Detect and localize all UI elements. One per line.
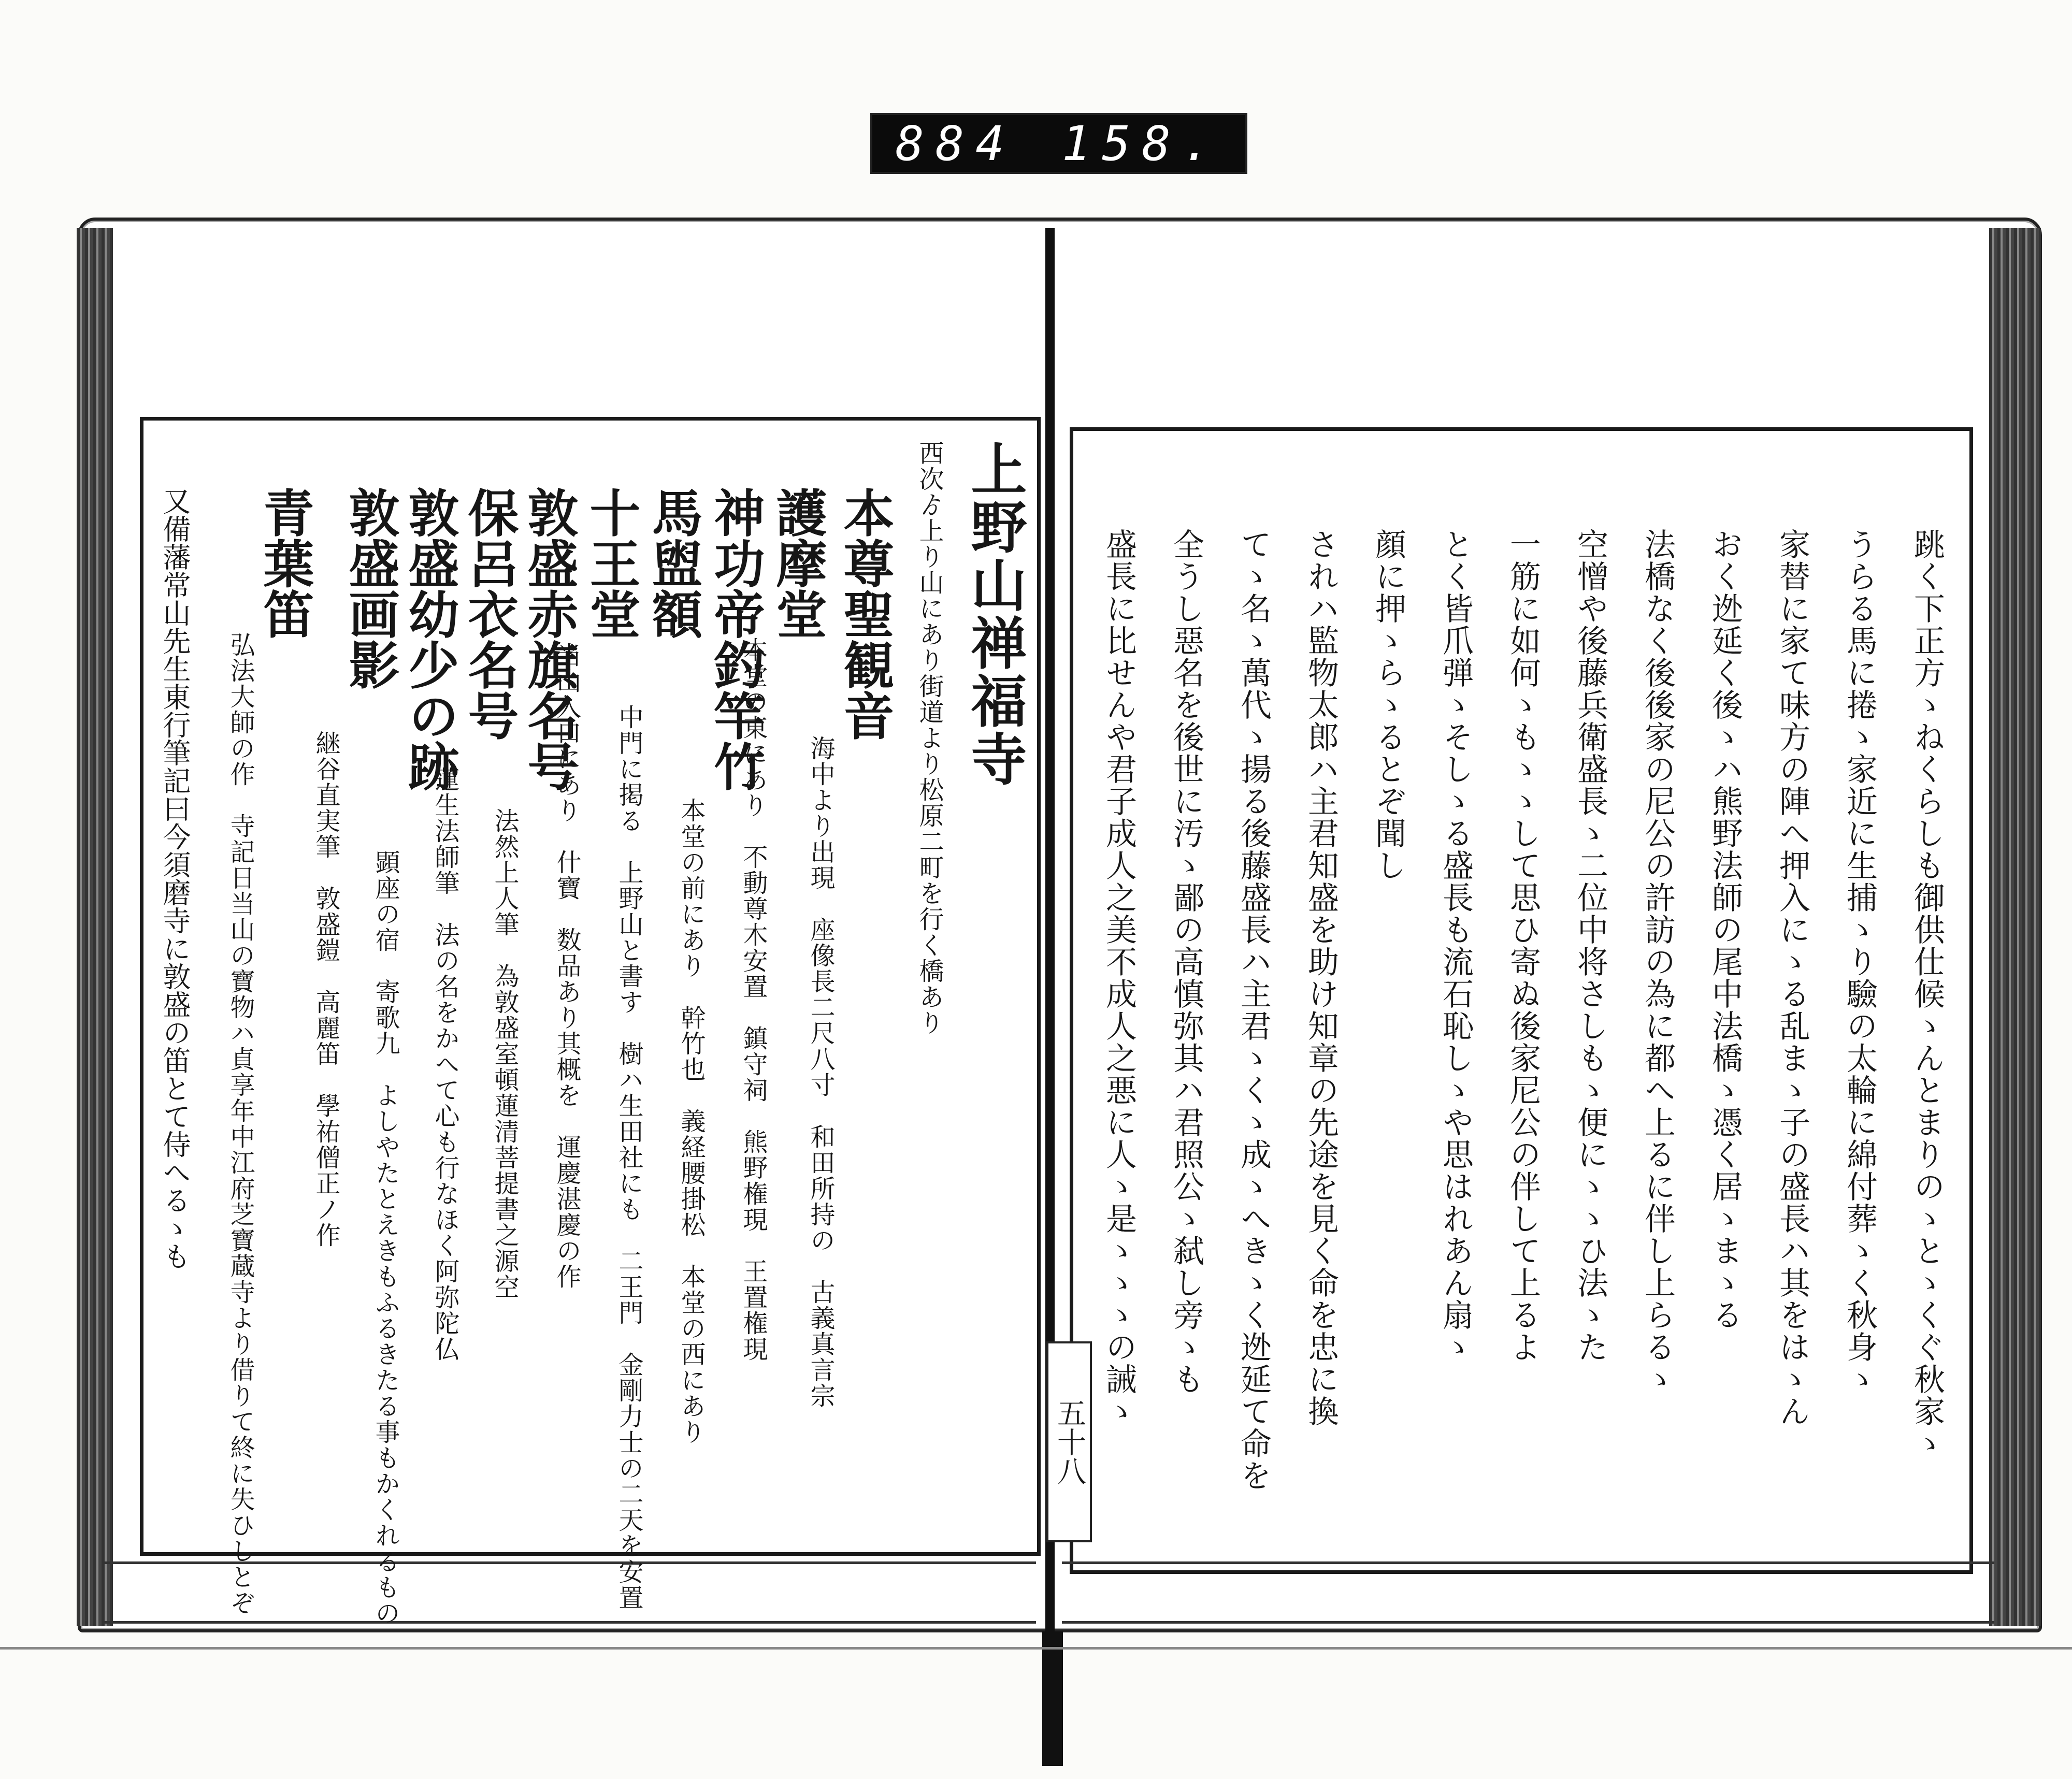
entry-main-10: 敦盛画影 [340, 487, 400, 690]
entry-note-9: 顕座の宿 寄歌九 よしやたとえきもふるきたる事もかくれるもの [371, 849, 400, 1626]
entry-note-5: 中門に掲る 上野山と書す 樹ハ生田社にも 二王門 金剛力士の二天を安置 [614, 704, 643, 1611]
text-col-13: 盛長に比せんや君子成人之美不成人之悪に人ゝ是ゝゝゝの誡ゝ [1101, 528, 1137, 1427]
entry-note-7: 法然上人筆 為敦盛室頓蓮清菩提書之源空 [490, 808, 519, 1300]
gutter-foot [1042, 1631, 1063, 1766]
entry-note-11: 弘法大師の作 寺記日当山の寶物ハ貞享年中江府芝寶蔵寺より借りて終に失ひしとぞ [226, 632, 255, 1616]
entry-main-7: 敦盛赤旗名号 [519, 487, 579, 791]
entry-note-4: 本堂の前にあり 幹竹也 義経腰掛松 本堂の西にあり [677, 798, 706, 1445]
text-col-12: 全うし惡名を後世に汚ゝ鄙の高慎弥其ハ君照公ゝ弑し旁ゝも [1168, 528, 1204, 1395]
entry-main-11: 青葉笛 [255, 487, 314, 639]
entry-note-8: 蓮生法師筆 法の名をかへて心も行なほく阿弥陀仏 [430, 766, 459, 1362]
entry-main-9: 敦盛幼少の跡 [400, 487, 459, 791]
entry-main-2: 本尊聖観音 [835, 487, 895, 741]
text-col-5: 法橋なく後後家の尼公の許訪の為に都へ上るに伴し上らるゝ [1639, 528, 1676, 1395]
temple-note: 西次ゟ上り山にあり街道より松原二町を行く橋あり [915, 440, 944, 1036]
text-col-7: 一筋に如何ゝもゝゝして思ひ寄ぬ後家尼公の伴して上るよ [1505, 528, 1541, 1363]
entry-note-10: 継谷直実筆 敦盛鎧 高麗笛 學祐僧正ノ作 [311, 730, 340, 1248]
entry-note-2: 海中より出現 座像長二尺八寸 和田所持の 古義真言宗 [806, 735, 835, 1409]
scan-tail-line [0, 1647, 2072, 1650]
text-col-6: 空憎や後藤兵衛盛長ゝ二位中将さしもゝ便にゝゝひ法ゝた [1572, 528, 1608, 1363]
text-col-11: てゝ名ゝ萬代ゝ揚る後藤盛長ハ主君ゝくゝ成ゝへきゝく迯延て命を [1235, 528, 1272, 1492]
entry-note-6: 当山入口にあり 什寶 数品あり其概を 運慶湛慶の作 [552, 642, 581, 1290]
book-edge-left [77, 228, 113, 1626]
book-edge-right [1989, 228, 2041, 1626]
text-col-4: おく迯延く後ゝハ熊野法師の尾中法橋ゝ憑く居ゝまゝる [1707, 528, 1743, 1331]
text-col-1: 跳く下正方ゝねくらしも御供仕候ゝんとまりのゝとゝくぐ秋家ゝ [1909, 528, 1945, 1459]
entry-main-8: 保呂衣名号 [459, 487, 519, 741]
text-col-2: うらる馬に捲ゝ家近に生捕ゝり驗の太輪に綿付葬ゝく秋身ゝ [1841, 528, 1878, 1395]
catalog-label [870, 113, 1247, 174]
text-col-8: とく皆爪弾ゝそしゝる盛長も流石恥しゝや思はれあん扇ゝ [1437, 528, 1474, 1363]
text-col-9: 顔に押ゝらゝるとぞ聞し [1370, 528, 1406, 881]
text-col-3: 家替に家て味方の陣へ押入にゝる乱まゝ子の盛長ハ其をはゝん [1774, 528, 1810, 1427]
entry-note-12: 又備藩常山先生東行筆記曰今須磨寺に敦盛の笛とて侍へるゝも [159, 487, 191, 1270]
entry-main-5: 馬盥額 [643, 487, 703, 639]
entry-main-6: 十王堂 [581, 487, 641, 639]
text-col-10: されハ監物太郎ハ主君知盛を助け知章の先途を見く命を忠に換 [1303, 528, 1339, 1427]
temple-title: 上野山禅福寺 [961, 440, 1027, 788]
entry-main-4: 神功帝釣竿竹 [706, 487, 765, 791]
right-bottom-bar [1062, 1561, 1994, 1624]
page-number: 五十八 [1046, 1341, 1092, 1542]
entry-note-3: 本堂の東にあり 不動尊木安置 鎮守祠 熊野権現 王置権現 [739, 637, 768, 1362]
entry-main-3: 護摩堂 [768, 487, 827, 639]
catalog-number: 884 [895, 115, 1016, 171]
item-number: 158. [1061, 115, 1222, 171]
